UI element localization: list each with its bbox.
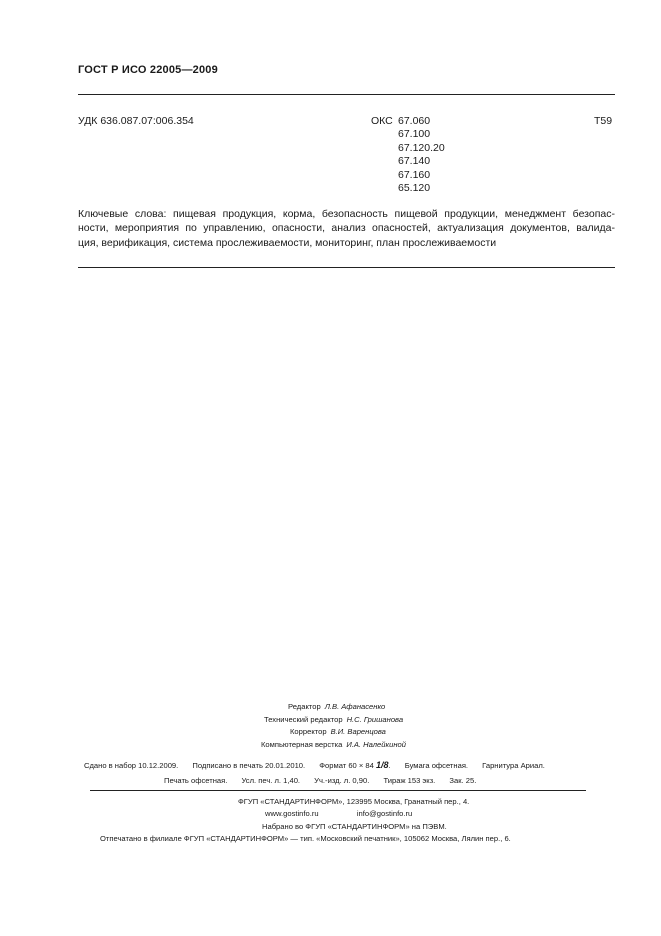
top-divider bbox=[78, 94, 615, 95]
publisher-address: ФГУП «СТАНДАРТИНФОРМ», 123995 Москва, Гранатный пер., 4. bbox=[238, 797, 470, 806]
credits-block bbox=[200, 701, 460, 751]
order-number: Зак. 25. bbox=[449, 775, 477, 785]
credit-layout bbox=[200, 739, 460, 752]
credit-role: Редактор bbox=[288, 702, 321, 711]
imprint-row-2 bbox=[84, 774, 614, 789]
print-sheets: Усл. печ. л. 1,40. bbox=[241, 775, 301, 785]
typeset-date: Сдано в набор 10.12.2009. bbox=[84, 761, 179, 770]
oks-code: 67.100 bbox=[398, 128, 431, 141]
keywords-paragraph bbox=[78, 207, 615, 250]
oks-codes bbox=[371, 115, 445, 195]
oks-code: 67.120.20 bbox=[398, 141, 445, 154]
credit-role: Компьютерная верстка bbox=[261, 739, 343, 749]
keywords-line: ция, верификация, система прослеживаемости, мониторинг, план прослеживаемости bbox=[78, 236, 497, 249]
credit-name: И.А. Налейкиной bbox=[346, 739, 406, 749]
keywords-line: Ключевые слова: пищевая продукция, корма, безопасность пищевой продукции, менеджмент безопас- bbox=[78, 208, 615, 220]
printing-note: Отпечатано в филиале ФГУП «СТАНДАРТИНФОРМ» — тип. «Московский печатник», 105062 Москва, Лялин пер., 6. bbox=[100, 834, 511, 844]
credit-role: Корректор bbox=[290, 727, 327, 737]
imprint-row-1: Сдано в набор 10.12.2009. Подписано в печать 20.01.2010. Формат 60 × 84 1/8. Бумага офсетная. Гарнитура Ариал. bbox=[84, 760, 545, 770]
oks-code: 67.060 bbox=[398, 115, 431, 127]
publisher-contacts bbox=[100, 808, 580, 820]
keywords-divider bbox=[78, 267, 615, 268]
font-info: Гарнитура Ариал. bbox=[482, 761, 545, 770]
printing-type: Печать офсетная. bbox=[164, 775, 228, 785]
format-fraction: 1/8 bbox=[376, 760, 389, 770]
publisher-block bbox=[100, 796, 580, 846]
oks-label: ОКС bbox=[371, 115, 393, 127]
signed-date: Подписано в печать 20.01.2010. bbox=[192, 761, 306, 770]
standard-designation: ГОСТ Р ИСО 22005—2009 bbox=[78, 64, 218, 76]
credit-role: Технический редактор bbox=[264, 714, 343, 724]
imprint-divider bbox=[90, 790, 586, 791]
credit-tech-editor bbox=[200, 714, 460, 727]
oks-code: 67.140 bbox=[398, 155, 431, 168]
paper-format: Формат 60 × 84 bbox=[319, 761, 374, 770]
typeset-note: Набрано во ФГУП «СТАНДАРТИНФОРМ» на ПЭВМ. bbox=[262, 821, 447, 831]
credit-name: В.И. Варенцова bbox=[330, 727, 386, 737]
credit-proofreader bbox=[200, 726, 460, 739]
oks-code: 67.160 bbox=[398, 168, 431, 181]
publisher-email[interactable]: info@gostinfo.ru bbox=[356, 809, 413, 819]
credit-name: Н.С. Гришанова bbox=[346, 714, 404, 724]
oks-first-row bbox=[371, 115, 445, 128]
udc-code: УДК 636.087.07:006.354 bbox=[78, 115, 194, 127]
keywords-line: ности, мероприятия по управлению, опасности, анализ опасностей, актуализация документов, валида- bbox=[78, 222, 615, 235]
credit-name: Л.В. Афанасенко bbox=[324, 702, 386, 711]
imprint-block bbox=[84, 758, 614, 788]
credit-editor bbox=[200, 701, 460, 714]
publisher-website[interactable]: www.gostinfo.ru bbox=[265, 809, 319, 819]
oks-code: 65.120 bbox=[398, 182, 431, 195]
group-code: Т59 bbox=[594, 115, 613, 127]
paper-type: Бумага офсетная. bbox=[404, 761, 469, 770]
publ-sheets: Уч.-изд. л. 0,90. bbox=[314, 775, 370, 785]
print-run: Тираж 153 экз. bbox=[383, 775, 436, 785]
